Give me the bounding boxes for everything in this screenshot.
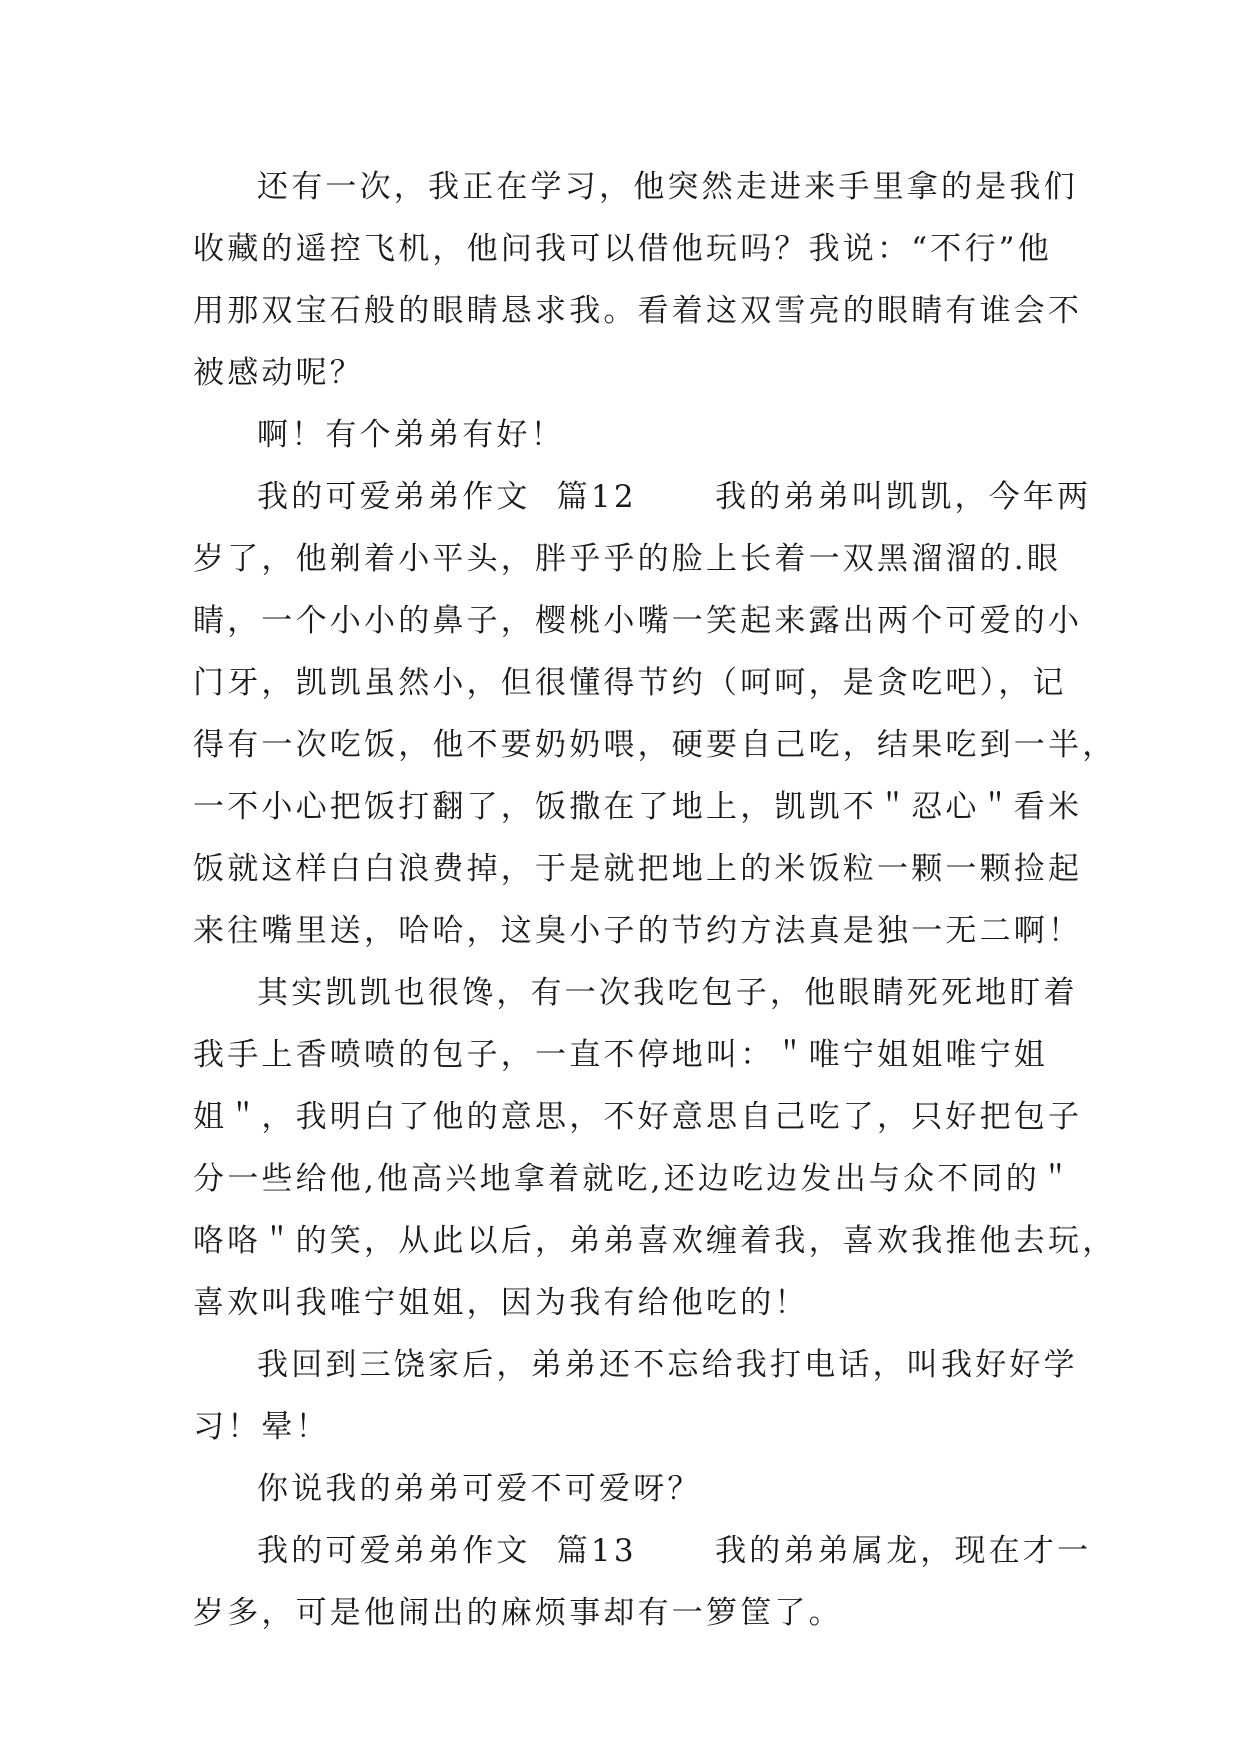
text-line: 习！晕！ <box>193 1409 330 1445</box>
text-line: 睛，一个小小的鼻子，樱桃小嘴一笑起来露出两个可爱的小 <box>193 603 1083 639</box>
text-line: 岁了，他剃着小平头，胖乎乎的脸上长着一双黑溜溜的.眼 <box>193 541 1062 577</box>
text-line: 我的可爱弟弟作文 篇12 我的弟弟叫凯凯，今年两 <box>257 479 1092 515</box>
text-line: 收藏的遥控飞机，他问我可以借他玩吗？我说：“不行”他 <box>193 231 1052 267</box>
text-line: 岁多，可是他闹出的麻烦事却有一箩筐了。 <box>193 1595 843 1631</box>
text-line: 饭就这样白白浪费掉，于是就把地上的米饭粒一颗一颗捡起 <box>193 851 1083 887</box>
text-line: 被感动呢？ <box>193 355 364 391</box>
text-line: 门牙，凯凯虽然小，但很懂得节约（呵呵，是贪吃吧），记 <box>193 665 1067 701</box>
text-line: 我的可爱弟弟作文 篇13 我的弟弟属龙，现在才一 <box>257 1533 1092 1569</box>
text-line: 你说我的弟弟可爱不可爱呀？ <box>257 1471 702 1507</box>
text-line: 啊！有个弟弟有好！ <box>257 417 565 453</box>
text-line: 来往嘴里送，哈哈，这臭小子的节约方法真是独一无二啊！ <box>193 913 1083 949</box>
text-line: 得有一次吃饭，他不要奶奶喂，硬要自己吃，结果吃到一半， <box>193 727 1117 763</box>
text-line: 一不小心把饭打翻了，饭撒在了地上，凯凯不＂忍心＂看米 <box>193 789 1083 825</box>
text-line: 分一些给他,他高兴地拿着就吃,还边吃边发出与众不同的＂ <box>193 1161 1075 1197</box>
text-line: 还有一次，我正在学习，他突然走进来手里拿的是我们 <box>257 169 1078 205</box>
text-line: 我手上香喷喷的包子，一直不停地叫：＂唯宁姐姐唯宁姐 <box>193 1037 1048 1073</box>
text-line: 咯咯＂的笑，从此以后，弟弟喜欢缠着我，喜欢我推他去玩， <box>193 1223 1117 1259</box>
text-line: 姐＂，我明白了他的意思，不好意思自己吃了，只好把包子 <box>193 1099 1083 1135</box>
text-line: 其实凯凯也很馋，有一次我吃包子，他眼睛死死地盯着 <box>257 975 1078 1011</box>
text-line: 我回到三饶家后，弟弟还不忘给我打电话，叫我好好学 <box>257 1347 1078 1383</box>
document-body <box>193 156 1117 1644</box>
text-line: 喜欢叫我唯宁姐姐，因为我有给他吃的！ <box>193 1285 809 1321</box>
text-line: 用那双宝石般的眼睛恳求我。看着这双雪亮的眼睛有谁会不 <box>193 293 1083 329</box>
